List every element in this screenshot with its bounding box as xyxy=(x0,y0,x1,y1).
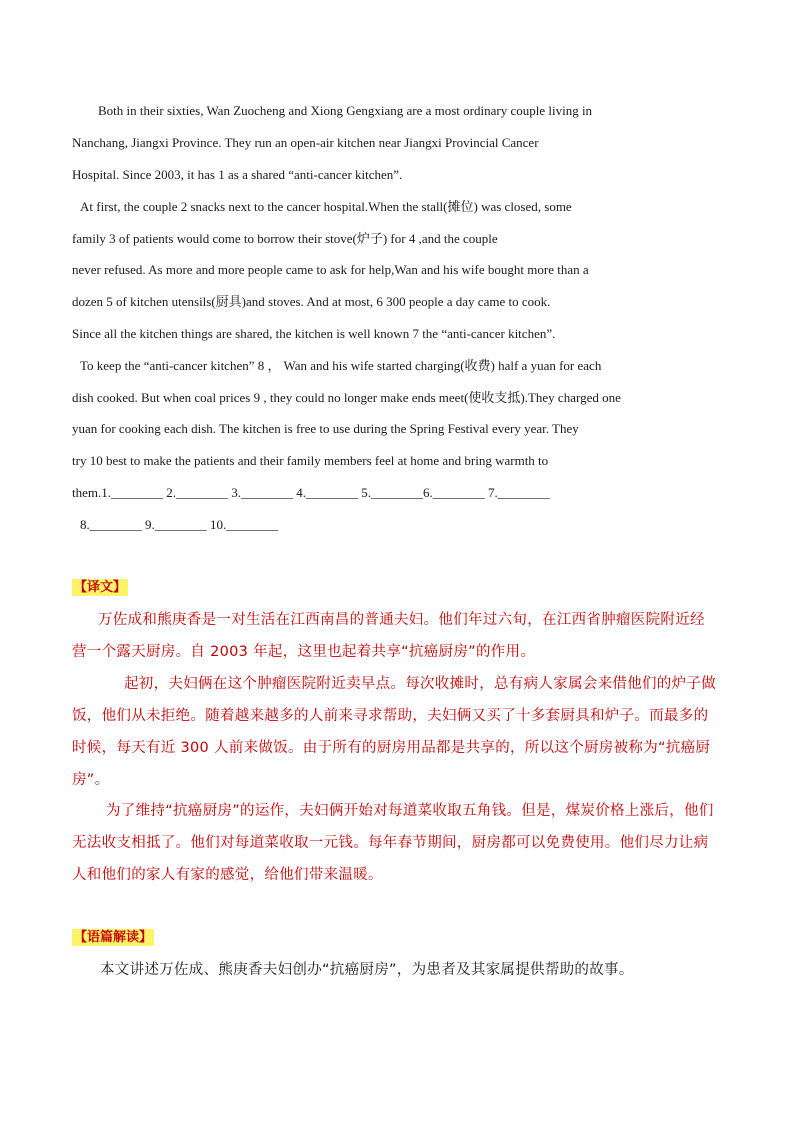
passage-line: dozen 5 of kitchen utensils(厨具)and stoves. And at most, 6 300 people a day came to cook. xyxy=(72,294,551,309)
translation-line: 人和他们的家人有家的感觉，给他们带来温暖。 xyxy=(72,867,383,883)
passage-line: dish cooked. But when coal prices 9 , they could no longer make ends meet(使收支抵).They charged one xyxy=(72,390,621,405)
translation-line: 房”。 xyxy=(72,772,110,788)
passage-line: Since all the kitchen things are shared, the kitchen is well known 7 the “anti-cancer kitchen”. xyxy=(72,326,556,341)
passage-line: To keep the “anti-cancer kitchen” 8 ， Wan and his wife started charging(收费) half a yuan for each xyxy=(80,358,602,373)
answer-blanks-line: 8.________ 9.________ 10.________ xyxy=(80,517,279,532)
passage-line: Nanchang, Jiangxi Province. They run an open-air kitchen near Jiangxi Provincial Cancer xyxy=(72,135,539,150)
translation-line: 时候，每天有近 300 人前来做饭。由于所有的厨房用品都是共享的，所以这个厨房被称为“抗癌厨 xyxy=(72,740,711,756)
translation-tag: 【译文】 xyxy=(74,580,127,595)
translation-line: 饭，他们从未拒绝。随着越来越多的人前来寻求帮助，夫妇俩又买了十多套厨具和炉子。而最多的 xyxy=(72,708,709,724)
analysis-tag: 【语篇解读】 xyxy=(74,930,153,945)
translation-line: 无法收支相抵了。他们对每道菜收取一元钱。每年春节期间，厨房都可以免费使用。他们尽力让病 xyxy=(72,835,709,851)
passage-line: never refused. As more and more people came to ask for help,Wan and his wife bought more than a xyxy=(72,262,589,277)
answer-blanks-line: them.1.________ 2.________ 3.________ 4.________ 5.________6.________ 7.________ xyxy=(72,485,550,500)
translation-line: 为了维持“抗癌厨房”的运作，夫妇俩开始对每道菜收取五角钱。但是，煤炭价格上涨后，他们 xyxy=(106,803,714,819)
translation-line: 营一个露天厨房。自 2003 年起，这里也起着共享“抗癌厨房”的作用。 xyxy=(72,644,536,660)
passage-line: Both in their sixties, Wan Zuocheng and Xiong Gengxiang are a most ordinary couple living in xyxy=(98,103,593,118)
passage-line: try 10 best to make the patients and their family members feel at home and bring warmth to xyxy=(72,453,549,468)
translation-line: 起初，夫妇俩在这个肿瘤医院附近卖早点。每次收摊时，总有病人家属会来借他们的炉子做 xyxy=(124,676,716,692)
analysis-text: 本文讲述万佐成、熊庚香夫妇创办“抗癌厨房”，为患者及其家属提供帮助的故事。 xyxy=(100,962,634,978)
passage-line: yuan for cooking each dish. The kitchen is free to use during the Spring Festival every year. They xyxy=(72,421,579,436)
passage-line: family 3 of patients would come to borrow their stove(炉子) for 4 ,and the couple xyxy=(72,231,498,246)
translation-line: 万佐成和熊庚香是一对生活在江西南昌的普通夫妇。他们年过六旬，在江西省肿瘤医院附近经 xyxy=(98,612,705,628)
passage-line: At first, the couple 2 snacks next to the cancer hospital.When the stall(摊位) was closed, some xyxy=(80,199,572,214)
passage-line: Hospital. Since 2003, it has 1 as a shared “anti-cancer kitchen”. xyxy=(72,167,403,182)
